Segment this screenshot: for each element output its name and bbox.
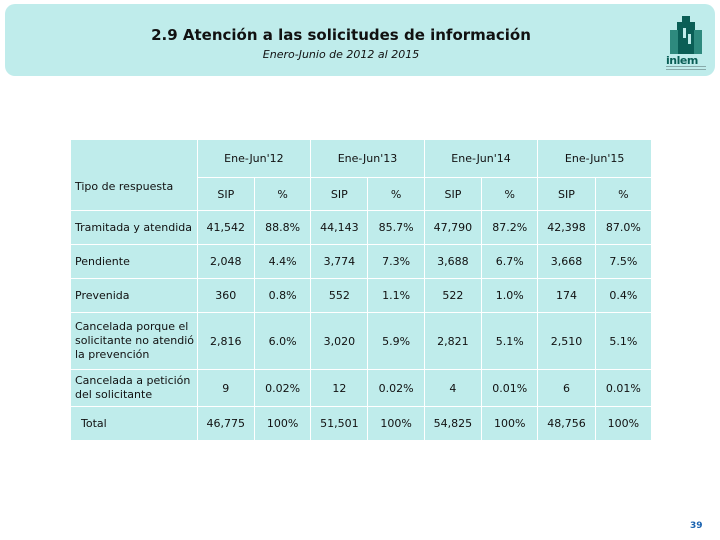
table-cell: 87.2% [482, 211, 538, 245]
subcol-header: SIP [197, 178, 254, 211]
table-cell: 3,020 [311, 313, 368, 370]
logo-lines [666, 66, 706, 70]
table-cell: 174 [538, 279, 595, 313]
table-cell: 1.1% [368, 279, 424, 313]
table-cell: 0.01% [482, 370, 538, 407]
subcol-header: SIP [311, 178, 368, 211]
table-cell: 4.4% [254, 245, 310, 279]
table-cell: 100% [254, 407, 310, 441]
group-header: Ene-Jun'13 [311, 140, 425, 178]
info-df-logo [660, 14, 710, 70]
table-cell: 360 [197, 279, 254, 313]
table-row [71, 313, 652, 370]
row-label: Cancelada porque el solicitante no atendió la prevención [71, 313, 198, 370]
total-row [71, 407, 652, 441]
table-cell: 9 [197, 370, 254, 407]
row-label: Pendiente [71, 245, 198, 279]
table-cell: 2,816 [197, 313, 254, 370]
table-cell: 1.0% [482, 279, 538, 313]
table-cell: 51,501 [311, 407, 368, 441]
subcol-header: % [595, 178, 651, 211]
table-row [71, 245, 652, 279]
row-label: Tramitada y atendida [71, 211, 198, 245]
table-cell: 47,790 [424, 211, 481, 245]
subcol-header: % [368, 178, 424, 211]
table-cell: 48,756 [538, 407, 595, 441]
table-cell: 42,398 [538, 211, 595, 245]
group-header: Ene-Jun'14 [424, 140, 538, 178]
table-row [71, 370, 652, 407]
table-cell: 0.02% [254, 370, 310, 407]
requests-table [70, 139, 652, 441]
row-label: Cancelada a petición del solicitante [71, 370, 198, 407]
table-cell: 6.7% [482, 245, 538, 279]
table-cell: 100% [368, 407, 424, 441]
table-cell: 3,688 [424, 245, 481, 279]
table-cell: 3,774 [311, 245, 368, 279]
table-cell: 7.5% [595, 245, 651, 279]
subcol-header: % [254, 178, 310, 211]
table-cell: 44,143 [311, 211, 368, 245]
table-cell: 3,668 [538, 245, 595, 279]
subcol-header: % [482, 178, 538, 211]
table-cell: 87.0% [595, 211, 651, 245]
table-cell: 6.0% [254, 313, 310, 370]
table-row [71, 211, 652, 245]
table-cell: 88.8% [254, 211, 310, 245]
table-cell: 54,825 [424, 407, 481, 441]
table-cell: 41,542 [197, 211, 254, 245]
table-cell: 85.7% [368, 211, 424, 245]
table-cell: 5.1% [482, 313, 538, 370]
group-header: Ene-Jun'12 [197, 140, 311, 178]
table-cell: 522 [424, 279, 481, 313]
table-cell: 12 [311, 370, 368, 407]
slide-header [5, 4, 715, 76]
logo-text: inlem [666, 54, 698, 67]
table-cell: 2,510 [538, 313, 595, 370]
page-number: 39 [690, 521, 703, 531]
table-group-header-row [71, 140, 652, 178]
slide-title: 2.9 Atención a las solicitudes de información [151, 26, 531, 44]
table-cell: 4 [424, 370, 481, 407]
subcol-header: SIP [424, 178, 481, 211]
row-label: Total [71, 407, 198, 441]
table-cell: 100% [482, 407, 538, 441]
monument-icon [660, 14, 710, 56]
table-cell: 46,775 [197, 407, 254, 441]
table-cell: 2,048 [197, 245, 254, 279]
table-cell: 0.4% [595, 279, 651, 313]
table-cell: 552 [311, 279, 368, 313]
slide-subtitle: Enero-Junio de 2012 al 2015 [262, 48, 420, 61]
table-cell: 100% [595, 407, 651, 441]
subcol-header: SIP [538, 178, 595, 211]
table-cell: 0.01% [595, 370, 651, 407]
table-cell: 2,821 [424, 313, 481, 370]
table-cell: 0.8% [254, 279, 310, 313]
row-header-cell: Tipo de respuesta [71, 140, 198, 211]
group-header: Ene-Jun'15 [538, 140, 652, 178]
table-cell: 6 [538, 370, 595, 407]
table-cell: 0.02% [368, 370, 424, 407]
table-cell: 5.9% [368, 313, 424, 370]
table-row [71, 279, 652, 313]
table-cell: 7.3% [368, 245, 424, 279]
table-cell: 5.1% [595, 313, 651, 370]
row-label: Prevenida [71, 279, 198, 313]
